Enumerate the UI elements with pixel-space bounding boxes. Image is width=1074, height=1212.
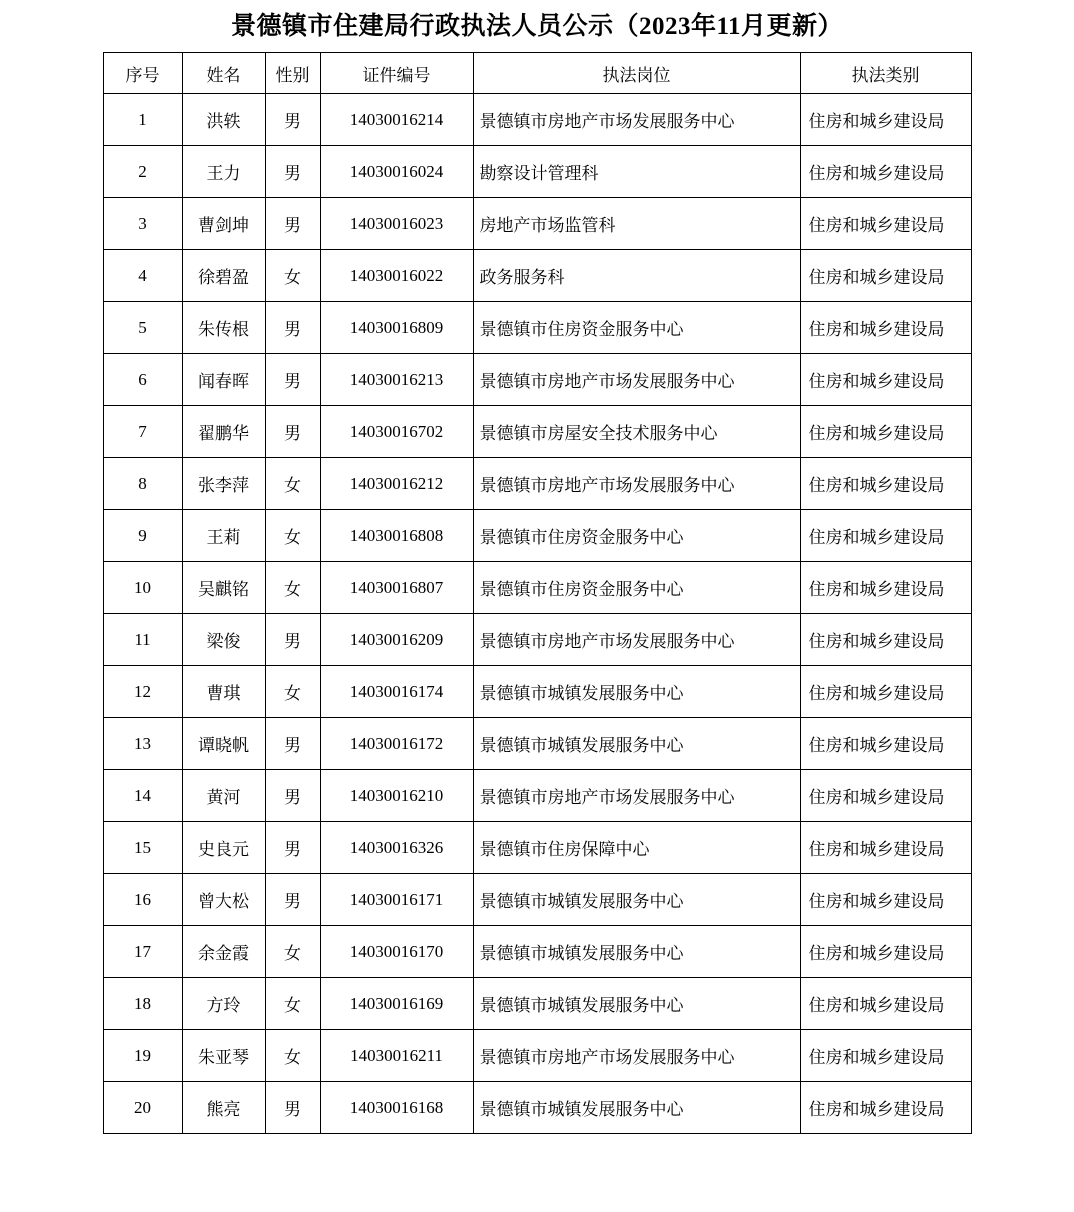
cell-post: 景德镇市城镇发展服务中心 (473, 874, 800, 926)
cell-post: 景德镇市城镇发展服务中心 (473, 1082, 800, 1134)
cell-sequence: 11 (103, 614, 182, 666)
cell-category: 住房和城乡建设局 (800, 458, 971, 510)
cell-category: 住房和城乡建设局 (800, 354, 971, 406)
cell-cert-no: 14030016172 (320, 718, 473, 770)
cell-gender: 男 (265, 146, 320, 198)
table-row (103, 770, 971, 822)
cell-post: 景德镇市房地产市场发展服务中心 (473, 614, 800, 666)
table-row (103, 406, 971, 458)
cell-post: 景德镇市房地产市场发展服务中心 (473, 94, 800, 146)
column-header-category: 执法类别 (800, 53, 971, 94)
cell-name: 熊亮 (182, 1082, 265, 1134)
column-header-post: 执法岗位 (473, 53, 800, 94)
cell-sequence: 18 (103, 978, 182, 1030)
table-row (103, 1082, 971, 1134)
cell-category: 住房和城乡建设局 (800, 822, 971, 874)
cell-sequence: 3 (103, 198, 182, 250)
cell-category: 住房和城乡建设局 (800, 198, 971, 250)
cell-cert-no: 14030016171 (320, 874, 473, 926)
cell-category: 住房和城乡建设局 (800, 874, 971, 926)
cell-sequence: 7 (103, 406, 182, 458)
cell-name: 黄河 (182, 770, 265, 822)
cell-category: 住房和城乡建设局 (800, 614, 971, 666)
cell-category: 住房和城乡建设局 (800, 562, 971, 614)
cell-name: 王力 (182, 146, 265, 198)
table-row (103, 978, 971, 1030)
cell-post: 勘察设计管理科 (473, 146, 800, 198)
cell-post: 景德镇市房地产市场发展服务中心 (473, 354, 800, 406)
cell-name: 曾大松 (182, 874, 265, 926)
cell-gender: 男 (265, 198, 320, 250)
cell-cert-no: 14030016214 (320, 94, 473, 146)
column-header-cert-no: 证件编号 (320, 53, 473, 94)
cell-category: 住房和城乡建设局 (800, 146, 971, 198)
cell-cert-no: 14030016024 (320, 146, 473, 198)
cell-post: 景德镇市住房保障中心 (473, 822, 800, 874)
table-row (103, 562, 971, 614)
page-title: 景德镇市住建局行政执法人员公示（2023年11月更新） (230, 13, 844, 40)
cell-name: 张李萍 (182, 458, 265, 510)
cell-post: 景德镇市城镇发展服务中心 (473, 666, 800, 718)
table-row (103, 874, 971, 926)
cell-sequence: 5 (103, 302, 182, 354)
cell-gender: 女 (265, 250, 320, 302)
cell-cert-no: 14030016023 (320, 198, 473, 250)
cell-gender: 男 (265, 770, 320, 822)
table-row (103, 926, 971, 978)
cell-category: 住房和城乡建设局 (800, 926, 971, 978)
cell-post: 景德镇市城镇发展服务中心 (473, 978, 800, 1030)
table-header-row (103, 53, 971, 94)
cell-name: 曹琪 (182, 666, 265, 718)
column-header-name: 姓名 (182, 53, 265, 94)
cell-category: 住房和城乡建设局 (800, 302, 971, 354)
cell-cert-no: 14030016210 (320, 770, 473, 822)
cell-category: 住房和城乡建设局 (800, 1082, 971, 1134)
cell-cert-no: 14030016213 (320, 354, 473, 406)
cell-category: 住房和城乡建设局 (800, 666, 971, 718)
cell-category: 住房和城乡建设局 (800, 718, 971, 770)
table-row (103, 354, 971, 406)
law-enforcement-roster-table (103, 52, 972, 1134)
cell-gender: 男 (265, 874, 320, 926)
cell-name: 闻春晖 (182, 354, 265, 406)
cell-cert-no: 14030016807 (320, 562, 473, 614)
cell-gender: 男 (265, 302, 320, 354)
cell-gender: 男 (265, 406, 320, 458)
table-row (103, 198, 971, 250)
column-header-sequence: 序号 (103, 53, 182, 94)
cell-gender: 女 (265, 510, 320, 562)
cell-cert-no: 14030016169 (320, 978, 473, 1030)
cell-name: 王莉 (182, 510, 265, 562)
cell-name: 方玲 (182, 978, 265, 1030)
cell-cert-no: 14030016022 (320, 250, 473, 302)
cell-gender: 男 (265, 718, 320, 770)
cell-category: 住房和城乡建设局 (800, 1030, 971, 1082)
cell-post: 房地产市场监管科 (473, 198, 800, 250)
table-row (103, 822, 971, 874)
cell-gender: 男 (265, 354, 320, 406)
cell-sequence: 2 (103, 146, 182, 198)
cell-sequence: 13 (103, 718, 182, 770)
cell-sequence: 4 (103, 250, 182, 302)
cell-category: 住房和城乡建设局 (800, 250, 971, 302)
cell-cert-no: 14030016174 (320, 666, 473, 718)
table-row (103, 718, 971, 770)
cell-gender: 女 (265, 562, 320, 614)
cell-name: 余金霞 (182, 926, 265, 978)
cell-sequence: 16 (103, 874, 182, 926)
cell-name: 翟鹏华 (182, 406, 265, 458)
table-row (103, 666, 971, 718)
table-row (103, 94, 971, 146)
cell-name: 谭晓帆 (182, 718, 265, 770)
cell-gender: 男 (265, 614, 320, 666)
cell-cert-no: 14030016170 (320, 926, 473, 978)
cell-post: 景德镇市城镇发展服务中心 (473, 718, 800, 770)
cell-gender: 男 (265, 1082, 320, 1134)
table-row (103, 1030, 971, 1082)
cell-sequence: 20 (103, 1082, 182, 1134)
cell-name: 梁俊 (182, 614, 265, 666)
cell-post: 政务服务科 (473, 250, 800, 302)
cell-sequence: 9 (103, 510, 182, 562)
cell-gender: 女 (265, 1030, 320, 1082)
cell-name: 史良元 (182, 822, 265, 874)
cell-cert-no: 14030016212 (320, 458, 473, 510)
cell-category: 住房和城乡建设局 (800, 94, 971, 146)
cell-cert-no: 14030016211 (320, 1030, 473, 1082)
cell-name: 洪轶 (182, 94, 265, 146)
cell-post: 景德镇市住房资金服务中心 (473, 562, 800, 614)
cell-cert-no: 14030016168 (320, 1082, 473, 1134)
cell-gender: 女 (265, 666, 320, 718)
cell-category: 住房和城乡建设局 (800, 406, 971, 458)
cell-post: 景德镇市房地产市场发展服务中心 (473, 1030, 800, 1082)
cell-gender: 男 (265, 94, 320, 146)
cell-sequence: 14 (103, 770, 182, 822)
cell-name: 吴麒铭 (182, 562, 265, 614)
column-header-gender: 性别 (265, 53, 320, 94)
cell-gender: 女 (265, 978, 320, 1030)
cell-sequence: 1 (103, 94, 182, 146)
cell-cert-no: 14030016809 (320, 302, 473, 354)
cell-post: 景德镇市房屋安全技术服务中心 (473, 406, 800, 458)
cell-cert-no: 14030016702 (320, 406, 473, 458)
cell-gender: 女 (265, 926, 320, 978)
cell-post: 景德镇市房地产市场发展服务中心 (473, 770, 800, 822)
cell-post: 景德镇市城镇发展服务中心 (473, 926, 800, 978)
cell-cert-no: 14030016326 (320, 822, 473, 874)
table-row (103, 250, 971, 302)
cell-post: 景德镇市房地产市场发展服务中心 (473, 458, 800, 510)
cell-sequence: 6 (103, 354, 182, 406)
table-row (103, 458, 971, 510)
cell-category: 住房和城乡建设局 (800, 510, 971, 562)
cell-sequence: 15 (103, 822, 182, 874)
cell-sequence: 19 (103, 1030, 182, 1082)
table-row (103, 146, 971, 198)
cell-cert-no: 14030016808 (320, 510, 473, 562)
cell-name: 朱亚琴 (182, 1030, 265, 1082)
cell-sequence: 12 (103, 666, 182, 718)
cell-name: 朱传根 (182, 302, 265, 354)
cell-sequence: 17 (103, 926, 182, 978)
cell-sequence: 10 (103, 562, 182, 614)
cell-post: 景德镇市住房资金服务中心 (473, 302, 800, 354)
cell-category: 住房和城乡建设局 (800, 770, 971, 822)
table-row (103, 510, 971, 562)
cell-gender: 男 (265, 822, 320, 874)
table-header (103, 53, 971, 94)
cell-gender: 女 (265, 458, 320, 510)
cell-cert-no: 14030016209 (320, 614, 473, 666)
table-body (103, 94, 971, 1134)
table-row (103, 614, 971, 666)
cell-category: 住房和城乡建设局 (800, 978, 971, 1030)
cell-name: 徐碧盈 (182, 250, 265, 302)
cell-sequence: 8 (103, 458, 182, 510)
cell-post: 景德镇市住房资金服务中心 (473, 510, 800, 562)
cell-name: 曹剑坤 (182, 198, 265, 250)
table-row (103, 302, 971, 354)
